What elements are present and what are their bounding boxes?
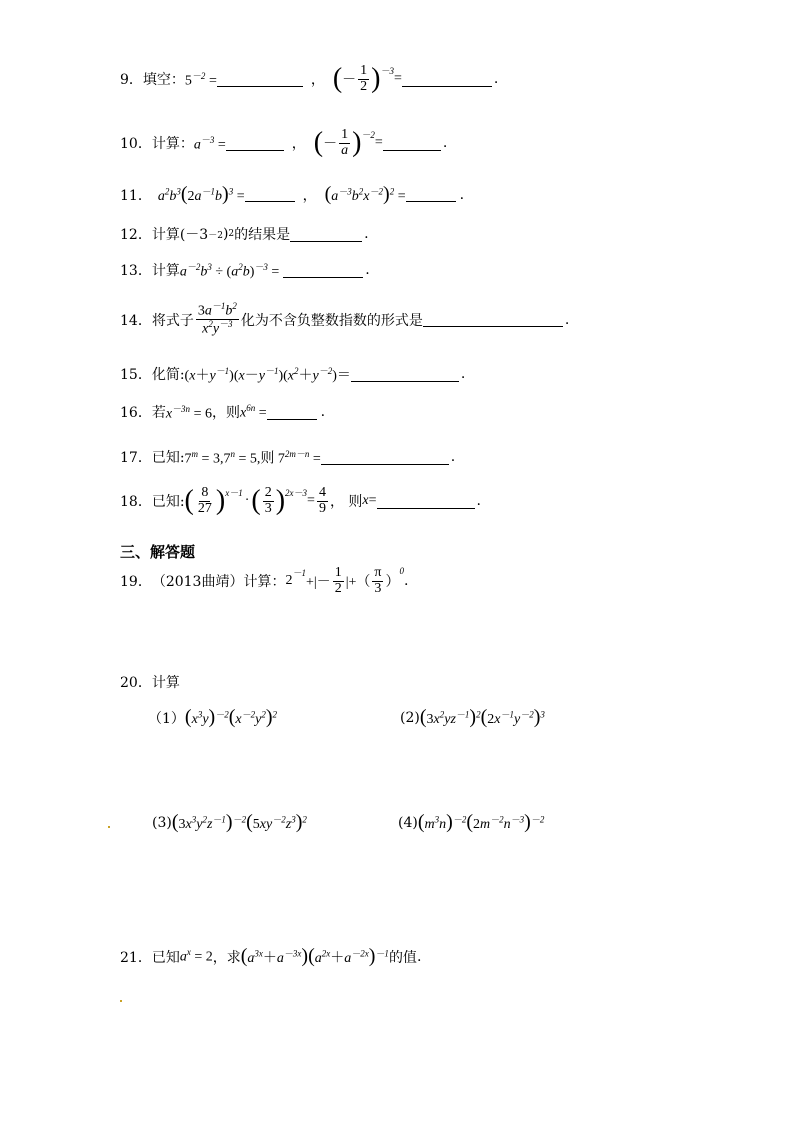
- q20-item-4-label: (4): [398, 814, 418, 831]
- q10-comma: ，: [291, 136, 306, 153]
- q21-period: .: [416, 948, 422, 965]
- question-10: [120, 128, 447, 158]
- q11-expr-2: $(a^{-3}b^2x^{-2})^2$ =: [324, 183, 406, 205]
- q11-expr-1: $a^2b^3(2a^{-1}b)^3$ =: [157, 183, 245, 205]
- q16-answer-blank[interactable]: [267, 405, 317, 420]
- q21-number: 21．: [120, 949, 152, 966]
- q11-period: .: [459, 186, 465, 203]
- q17-period: .: [450, 449, 456, 466]
- q10-expr-2: ( － $\frac{1}{a}$ ) $^{-2}$ =: [313, 127, 383, 159]
- q20-item-1-expr: $(x^3y)^{-2}(x^{-2}y^2)^2$: [184, 706, 278, 728]
- q21-text-3: 的值: [388, 949, 417, 966]
- q21-expr-1: $a^x = 2$: [179, 947, 213, 965]
- section-heading: 三、解答题: [120, 543, 196, 561]
- q20-item-4-expr: $(m^3n)^{-2}(2m^{-2}n^{-3})^{-2}$: [417, 811, 545, 833]
- question-19: [120, 566, 408, 596]
- q14-text-2: 化为不含负整数指数的形式是: [240, 312, 423, 329]
- question-12: 12． 计算(－3 －2 ) 2 的结果是 .: [120, 226, 369, 243]
- q20-item-3-label: (3): [152, 814, 172, 831]
- question-20: [120, 672, 180, 692]
- q20-item-2: [400, 707, 545, 728]
- q10-answer-blank-2[interactable]: [383, 136, 441, 151]
- q11-answer-blank-2[interactable]: [406, 187, 456, 202]
- q15-expr: $(x+y^{-1})(x-y^{-1})(x^2+y^{-2})=$: [184, 366, 351, 384]
- q16-expr-2: $x^{6n}$ =: [239, 403, 267, 421]
- q20-item-1: [148, 707, 277, 728]
- question-21: [120, 946, 421, 967]
- q14-answer-blank[interactable]: [423, 312, 563, 327]
- question-15: [120, 364, 465, 385]
- q10-expr-1: $a^{-3}$ =: [193, 134, 226, 153]
- q16-expr-1: $x^{-3n} = 6$: [165, 404, 212, 422]
- q20-text: 计算: [151, 675, 180, 691]
- q18-answer-blank[interactable]: [377, 494, 475, 509]
- q20-number: 20．: [120, 675, 152, 691]
- q18-var: x=: [362, 493, 377, 509]
- question-18: [120, 486, 481, 516]
- question-17: [120, 447, 455, 468]
- q17-expr: $7^m = 3,7^n = 5$,则 $7^{2m-n}$ =: [184, 449, 321, 467]
- q12-text-3: 的结果是: [234, 227, 291, 243]
- q14-fraction: $\frac{3a^{-1}b^2}{x^2y^{-3}}$: [197, 301, 237, 337]
- q13-text: 计算: [151, 263, 180, 280]
- q18-text: 已知:: [151, 494, 185, 511]
- question-14: [120, 302, 569, 338]
- q13-expr: $a^{-2}b^3 \div (a^2b)^{-3}$ =: [179, 262, 280, 280]
- q20-item-3: [152, 812, 307, 833]
- q12-text-2: ): [222, 226, 229, 242]
- q9-number: 9．: [120, 72, 143, 89]
- scan-speck: [108, 826, 110, 828]
- q19-number: 19．: [120, 574, 152, 591]
- question-16: [120, 402, 325, 423]
- q12-answer-blank[interactable]: [290, 227, 362, 242]
- q18-period: .: [476, 493, 481, 510]
- q17-text: 已知:: [151, 450, 185, 467]
- q9-expr-2: ( － $\frac{1}{2}$ ) $^{-3}$ =: [332, 63, 402, 95]
- q16-text-2: ，则: [211, 405, 240, 422]
- question-9: [120, 64, 498, 94]
- q20-item-3-expr: $(3x^3y^2z^{-1})^{-2}(5xy^{-2}z^3)^2$: [171, 811, 307, 833]
- q20-item-4: [398, 812, 544, 833]
- question-13: [120, 260, 370, 281]
- q16-period: .: [320, 404, 326, 421]
- q10-number: 10．: [120, 136, 152, 153]
- q9-comma: ，: [310, 72, 325, 89]
- q20-item-1-label: （1）: [148, 710, 185, 727]
- q12-text: 计算(－3: [151, 227, 209, 243]
- q9-label: 填空：: [142, 72, 185, 89]
- q19-text: （2013曲靖）计算：: [151, 574, 286, 591]
- q21-text: 已知: [151, 949, 180, 966]
- q11-number: 11．: [120, 187, 152, 204]
- q17-answer-blank[interactable]: [321, 450, 449, 465]
- q15-answer-blank[interactable]: [351, 367, 459, 382]
- q11-comma: ，: [302, 187, 317, 204]
- question-11: [120, 184, 464, 205]
- q15-period: .: [460, 366, 466, 383]
- q14-period: .: [564, 311, 570, 328]
- q18-text-2: ， 则: [329, 494, 363, 511]
- q20-item-2-label: (2): [400, 709, 420, 726]
- q18-expr: ( $\frac{8}{27}$ ) $^{x-1}$ · ( $\frac{2}{3}$ ) $^{2x-3}$ = $\frac{4}{9}$: [184, 485, 326, 517]
- q19-period: .: [403, 573, 409, 590]
- q13-period: .: [365, 262, 370, 279]
- q16-text: 若: [151, 405, 166, 422]
- q14-number: 14．: [120, 312, 152, 329]
- q9-answer-blank-2[interactable]: [402, 72, 492, 87]
- q19-expr: 2 $^{-1}$ +|－ $\frac{1}{2}$ |+（ $\frac{\pi}{3}$ ） $^0$: [285, 565, 404, 596]
- q11-answer-blank-1[interactable]: [245, 187, 295, 202]
- q13-answer-blank[interactable]: [283, 263, 363, 278]
- q10-label: 计算：: [151, 136, 194, 153]
- q21-expr-2: $(a^{3x}+a^{-3x})(a^{2x}+a^{-2x})^{-1}$: [240, 945, 389, 967]
- q14-text: 将式子: [151, 312, 194, 329]
- q12-number: 12．: [120, 227, 152, 243]
- q16-number: 16．: [120, 405, 152, 422]
- q9-expr-1: $5^{-2}$ =: [184, 70, 217, 89]
- q10-answer-blank-1[interactable]: [226, 136, 284, 151]
- q21-text-2: ，求: [212, 949, 241, 966]
- q18-number: 18．: [120, 494, 152, 511]
- q13-number: 13．: [120, 263, 152, 280]
- q9-answer-blank-1[interactable]: [217, 72, 303, 87]
- q20-item-2-expr: $(3x^2yz^{-1})^2(2x^{-1}y^{-2})^3$: [419, 706, 545, 728]
- scan-speck: [120, 1000, 122, 1002]
- q17-number: 17．: [120, 450, 152, 467]
- q9-period: .: [493, 71, 499, 88]
- q15-number: 15．: [120, 367, 152, 384]
- q15-text: 化简:: [151, 367, 185, 384]
- q12-period: .: [364, 226, 369, 242]
- q10-period: .: [442, 135, 448, 152]
